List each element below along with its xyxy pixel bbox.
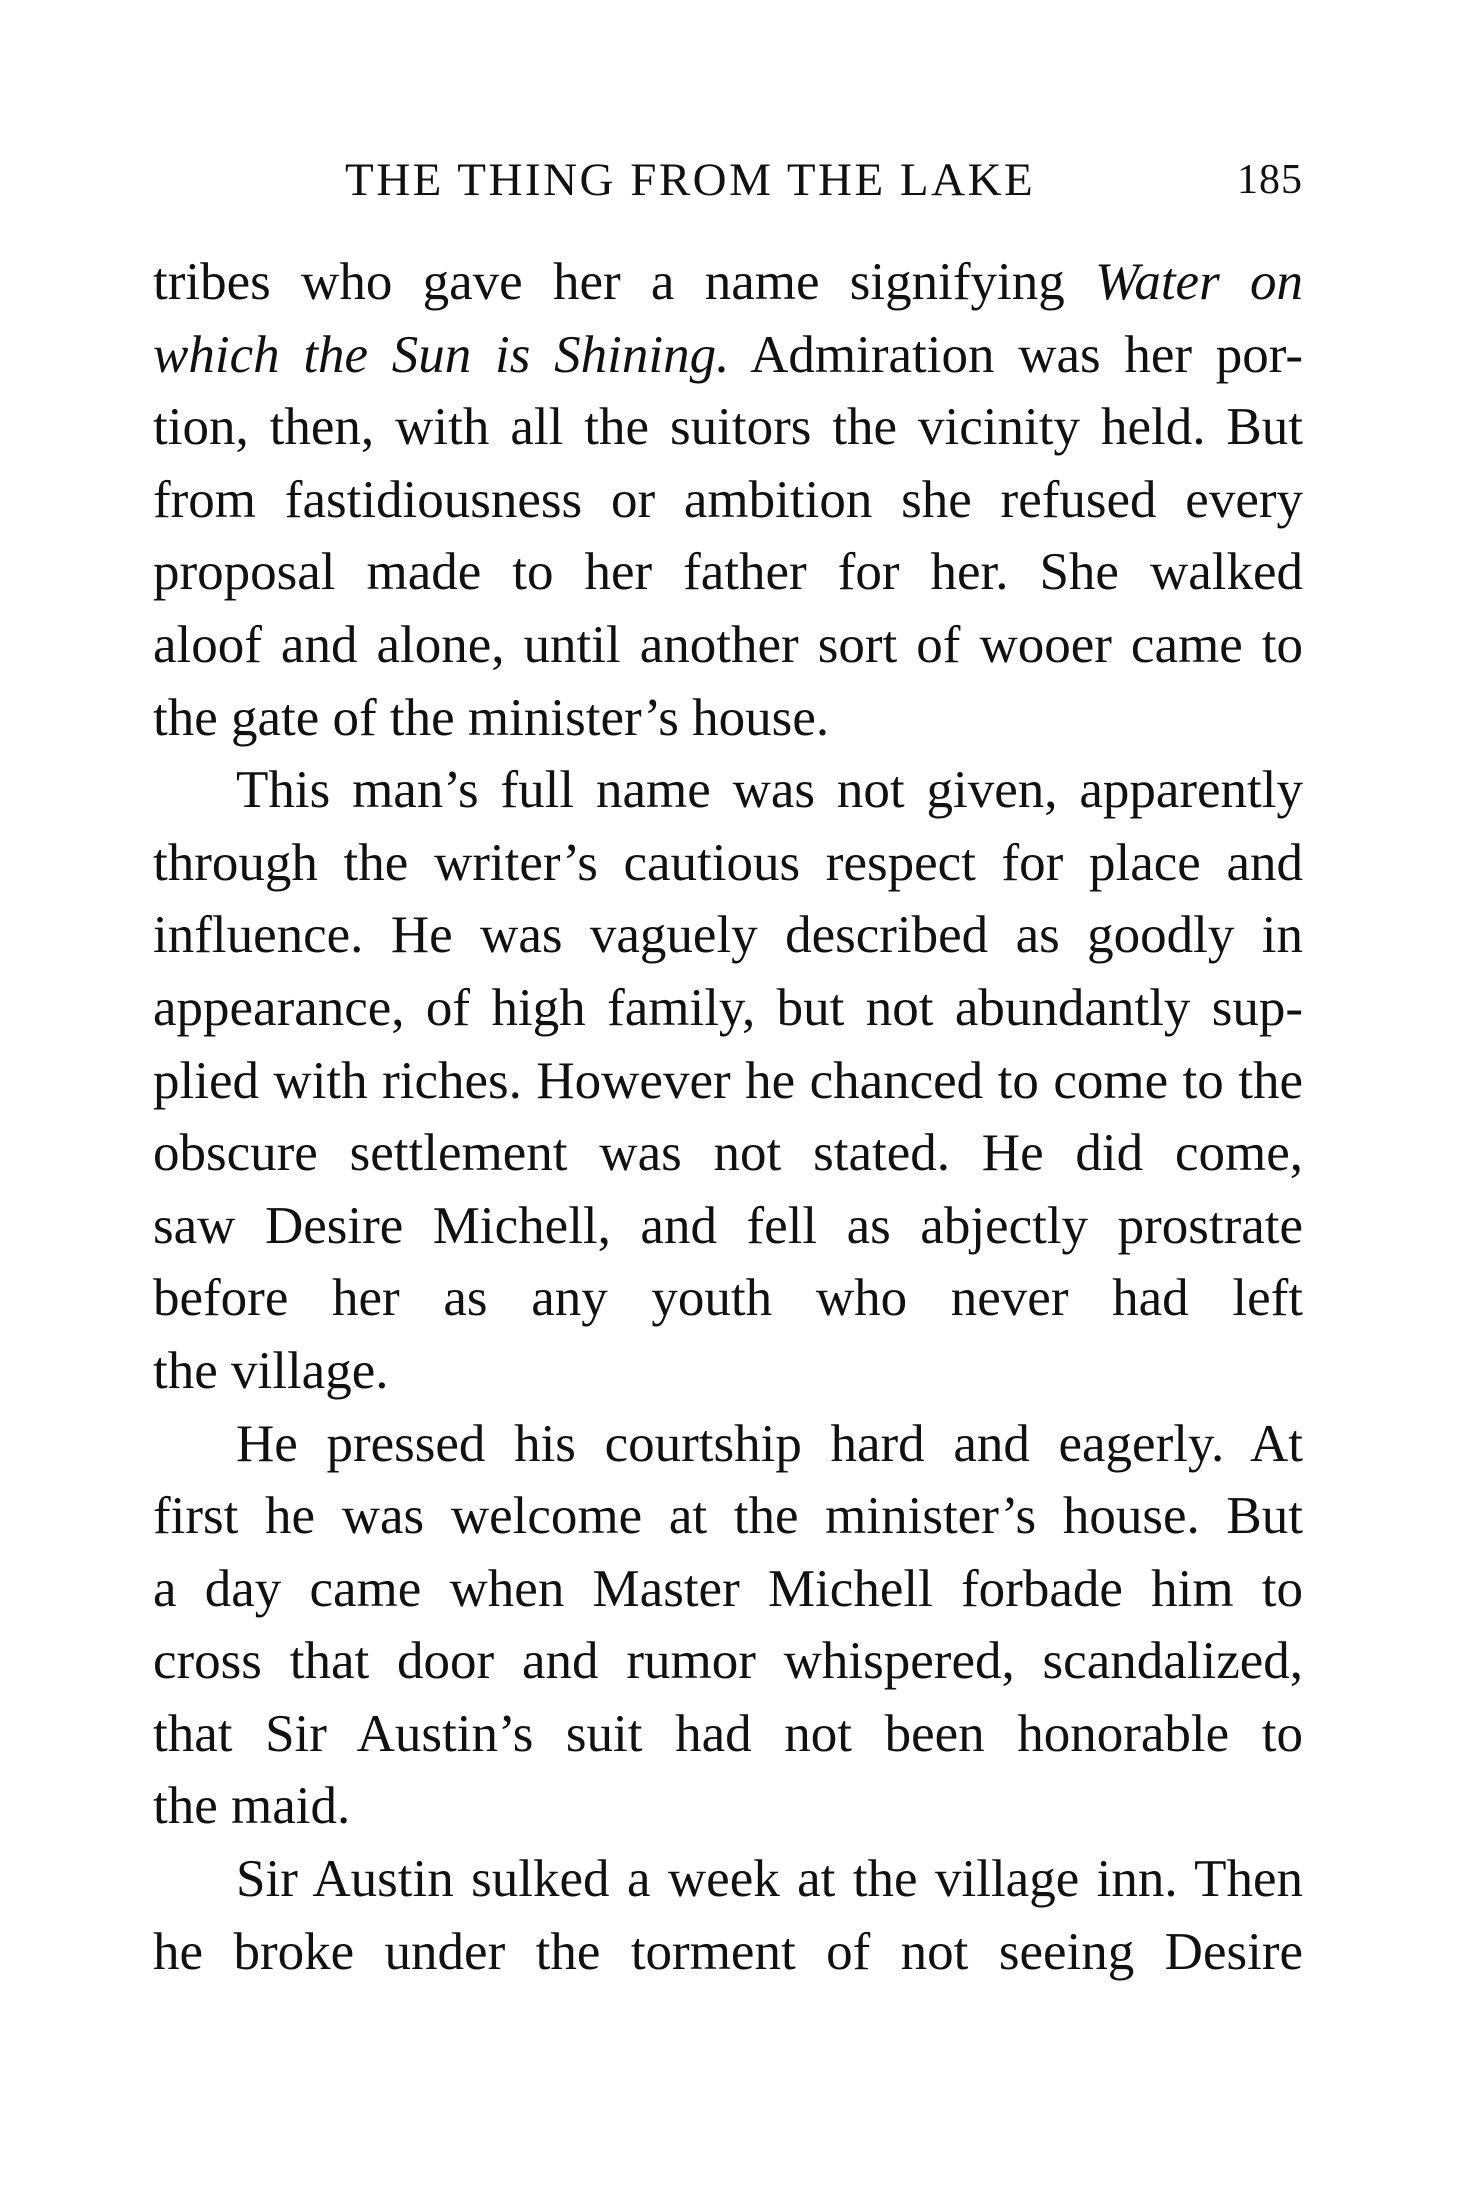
text-segment: Admiration was her por- (729, 325, 1303, 384)
text-segment: plied with riches. However he chanced to come to the (153, 1051, 1303, 1110)
text-line (153, 1190, 1303, 1263)
text-segment: a day came when Master Michell forbade him to (153, 1559, 1303, 1618)
text-line (153, 1625, 1303, 1698)
text-segment: the maid. (153, 1777, 351, 1836)
page-number: 185 (1237, 157, 1303, 203)
text-line (153, 899, 1303, 972)
text-line (153, 1335, 1303, 1408)
text-line (153, 536, 1303, 609)
text-segment: influence. He was vaguely described as goodly in (153, 906, 1303, 965)
text-line (153, 1698, 1303, 1771)
text-segment: Sir Austin sulked a week at the village inn. Then (236, 1850, 1303, 1909)
text-segment: cross that door and rumor whispered, scandalized, (153, 1632, 1303, 1691)
text-line (153, 1843, 1303, 1916)
text-line (153, 246, 1303, 319)
text-line (153, 972, 1303, 1045)
text-segment: that Sir Austin’s suit had not been honorable to (153, 1704, 1303, 1763)
text-line (153, 827, 1303, 900)
text-line (153, 1408, 1303, 1481)
text-line (153, 1480, 1303, 1553)
text-segment: through the writer’s cautious respect for place and (153, 833, 1303, 892)
running-head (153, 150, 1303, 210)
text-segment: aloof and alone, until another sort of wooer came to (153, 615, 1303, 674)
text-segment: the village. (153, 1341, 389, 1400)
text-line (153, 1553, 1303, 1626)
text-segment: tion, then, with all the suitors the vicinity held. But (153, 398, 1303, 457)
body-text (153, 246, 1303, 1988)
text-line (153, 391, 1303, 464)
text-segment: obscure settlement was not stated. He did come, (153, 1124, 1303, 1183)
text-line (153, 1916, 1303, 1989)
text-segment: This man’s full name was not given, apparently (236, 761, 1303, 820)
text-line (153, 1117, 1303, 1190)
running-head-title: THE THING FROM THE LAKE (345, 154, 1036, 206)
text-segment: he broke under the torment of not seeing Desire (153, 1922, 1303, 1981)
text-segment: proposal made to her father for her. She walked (153, 543, 1303, 602)
text-segment: before her as any youth who never had left (153, 1269, 1303, 1328)
text-segment: tribes who gave her a name signifying (153, 253, 1096, 311)
text-segment: first he was welcome at the minister’s house. But (153, 1487, 1303, 1546)
text-line (153, 1262, 1303, 1335)
text-segment: appearance, of high family, but not abundantly sup- (153, 978, 1303, 1037)
text-line (153, 609, 1303, 682)
text-line (153, 1045, 1303, 1118)
italic-text: Water on (1095, 253, 1303, 311)
text-segment: He pressed his courtship hard and eagerly. At (236, 1414, 1303, 1473)
text-line (153, 754, 1303, 827)
text-segment: saw Desire Michell, and fell as abjectly prostrate (153, 1196, 1303, 1255)
text-segment: from fastidiousness or ambition she refused every (153, 470, 1303, 529)
text-line (153, 464, 1303, 537)
text-line (153, 319, 1303, 392)
text-segment: the gate of the minister’s house. (153, 688, 830, 747)
text-line (153, 682, 1303, 755)
text-line (153, 1770, 1303, 1843)
italic-text: which the Sun is Shining. (153, 325, 730, 384)
